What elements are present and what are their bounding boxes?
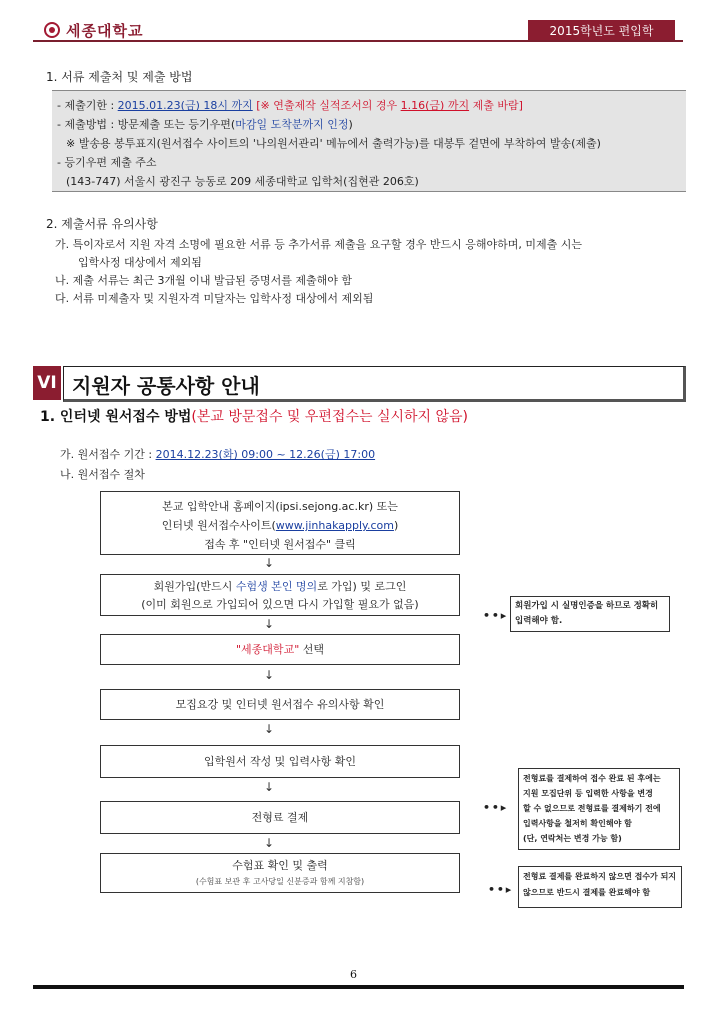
side-note-2-line: 지원 모집단위 등 입력한 사항을 변경 (523, 789, 653, 798)
university-logo-icon (44, 22, 60, 38)
submission-info-box (52, 90, 686, 192)
method-note: 마감일 도착분까지 인정 (235, 118, 349, 131)
flow-arrow: ↓ (264, 836, 275, 850)
side-note-2-line: 전형료를 결제하여 접수 완료 된 후에는 (523, 774, 661, 783)
university-name: 세종대학교 (66, 22, 144, 40)
deadline-line (57, 97, 523, 113)
section2-title: 2. 제출서류 유의사항 (46, 217, 158, 231)
flow-step-7 (100, 853, 460, 893)
step7-text: 수험표 확인 및 출력 (232, 859, 328, 872)
period-line (60, 446, 375, 462)
flow-arrow: ↓ (264, 556, 275, 570)
note-ga-cont: 입학사정 대상에서 제외됨 (78, 256, 202, 269)
section1-title: 1. 서류 제출처 및 제출 방법 (46, 70, 193, 84)
side-note-2-line: (단, 연락처는 변경 가능 함) (523, 834, 622, 843)
note-ga: 가. 특이자로서 지원 자격 소명에 필요한 서류 등 추가서류 제출을 요구할 경우 반드시 응해야하며, 미제출 시는 (55, 238, 582, 251)
step3-university: "세종대학교" (236, 643, 300, 656)
internet-heading-text: 1. 인터넷 원서접수 방법 (40, 409, 192, 425)
method-suffix: ) (348, 118, 353, 131)
chapter-title-box (63, 366, 686, 402)
step2-a: 회원가입(반드시 (153, 580, 236, 593)
step1-line2b: ) (393, 519, 399, 532)
deadline-note-date: 1.16(금) 까지 (400, 99, 470, 112)
side-note-2-line: 입력사항을 철저히 확인해야 함 (523, 819, 632, 828)
flow-step-1 (100, 491, 460, 555)
side-note-2 (518, 768, 680, 850)
envelope-line: ※ 발송용 봉투표지(원서접수 사이트의 '나의원서관리' 메뉴에서 출력가능)를 대봉투 겉면에 부착하여 발송(제출) (66, 137, 601, 150)
deadline-note-a: [※ 연출제작 실적조서의 경우 (252, 99, 401, 112)
pointer-dots-2: • • ▸ (483, 801, 506, 814)
pointer-dots-3: • • ▸ (488, 883, 511, 896)
pointer-dots-1: • • ▸ (483, 609, 506, 622)
chapter-title: 지원자 공통사항 안내 (72, 374, 260, 398)
flow-arrow: ↓ (264, 780, 275, 794)
internet-heading-note: (본교 방문접수 및 우편접수는 실시하지 않음) (191, 409, 469, 425)
step1-line3: 접속 후 "인터넷 원서접수" 클릭 (204, 538, 356, 551)
internet-heading (40, 406, 468, 426)
side-note-1: 회원가입 시 실명인증을 하므로 정확히 입력해야 함. (510, 596, 670, 632)
step7-note: (수험표 보관 후 고사당일 신분증과 함께 지참함) (195, 877, 365, 886)
step1-line2 (101, 516, 459, 535)
flow-step-4: 모집요강 및 인터넷 원서접수 유의사항 확인 (100, 689, 460, 720)
step2-blue: 수험생 본인 명의 (235, 580, 318, 593)
side-note-3: 전형료 결제를 완료하지 않으면 접수가 되지 않으므로 반드시 결제를 완료해야 함 (518, 866, 682, 908)
flow-step-5: 입학원서 작성 및 입력사항 확인 (100, 745, 460, 778)
step2-line1 (101, 578, 459, 596)
address-line: (143-747) 서울시 광진구 능동로 209 세종대학교 입학처(집현관 206호) (66, 175, 419, 188)
deadline-note-b: 제출 바람] (469, 99, 523, 112)
step1-line1: 본교 입학안내 홈페이지(ipsi.sejong.ac.kr) 또는 (162, 500, 398, 513)
footer-divider (33, 985, 684, 989)
address-label: - 등기우편 제출 주소 (57, 156, 157, 169)
period-label: 가. 원서접수 기간 : (60, 448, 156, 461)
flow-step-2 (100, 574, 460, 616)
note-na: 나. 제출 서류는 최근 3개월 이내 발급된 증명서를 제출해야 함 (55, 274, 352, 287)
side-note-2-line: 할 수 없으므로 전형료를 결제하기 전에 (523, 804, 661, 813)
period-value: 2014.12.23(화) 09:00 ~ 12.26(금) 17:00 (155, 448, 376, 461)
page-number: 6 (350, 968, 357, 981)
method-line (57, 116, 353, 132)
flow-step-3 (100, 634, 460, 665)
note-da: 다. 서류 미제출자 및 지원자격 미달자는 입학사정 대상에서 제외됨 (55, 292, 374, 305)
step2-b: 로 가입) 및 로그인 (317, 580, 407, 593)
site-link[interactable]: www.jinhakapply.com (275, 519, 394, 532)
step1-line2a: 인터넷 원서접수사이트( (161, 519, 276, 532)
deadline-date: 2015.01.23(금) 18시 까지 (117, 99, 253, 112)
flow-arrow: ↓ (264, 722, 275, 736)
flow-step-6: 전형료 결제 (100, 801, 460, 834)
step3-suffix: 선택 (299, 643, 324, 656)
flow-arrow: ↓ (264, 668, 275, 682)
method-prefix: - 제출방법 : 방문제출 또는 등기우편( (57, 118, 236, 131)
deadline-prefix: - 제출기한 : (57, 99, 118, 112)
step2-line2: (이미 회원으로 가입되어 있으면 다시 가입할 필요가 없음) (141, 598, 419, 611)
procedure-label: 나. 원서접수 절차 (60, 468, 145, 481)
header-divider (33, 40, 683, 42)
chapter-header (33, 366, 684, 400)
chapter-number: VI (33, 366, 61, 400)
year-label: 2015학년도 편입학 (528, 20, 675, 42)
flow-arrow: ↓ (264, 617, 275, 631)
